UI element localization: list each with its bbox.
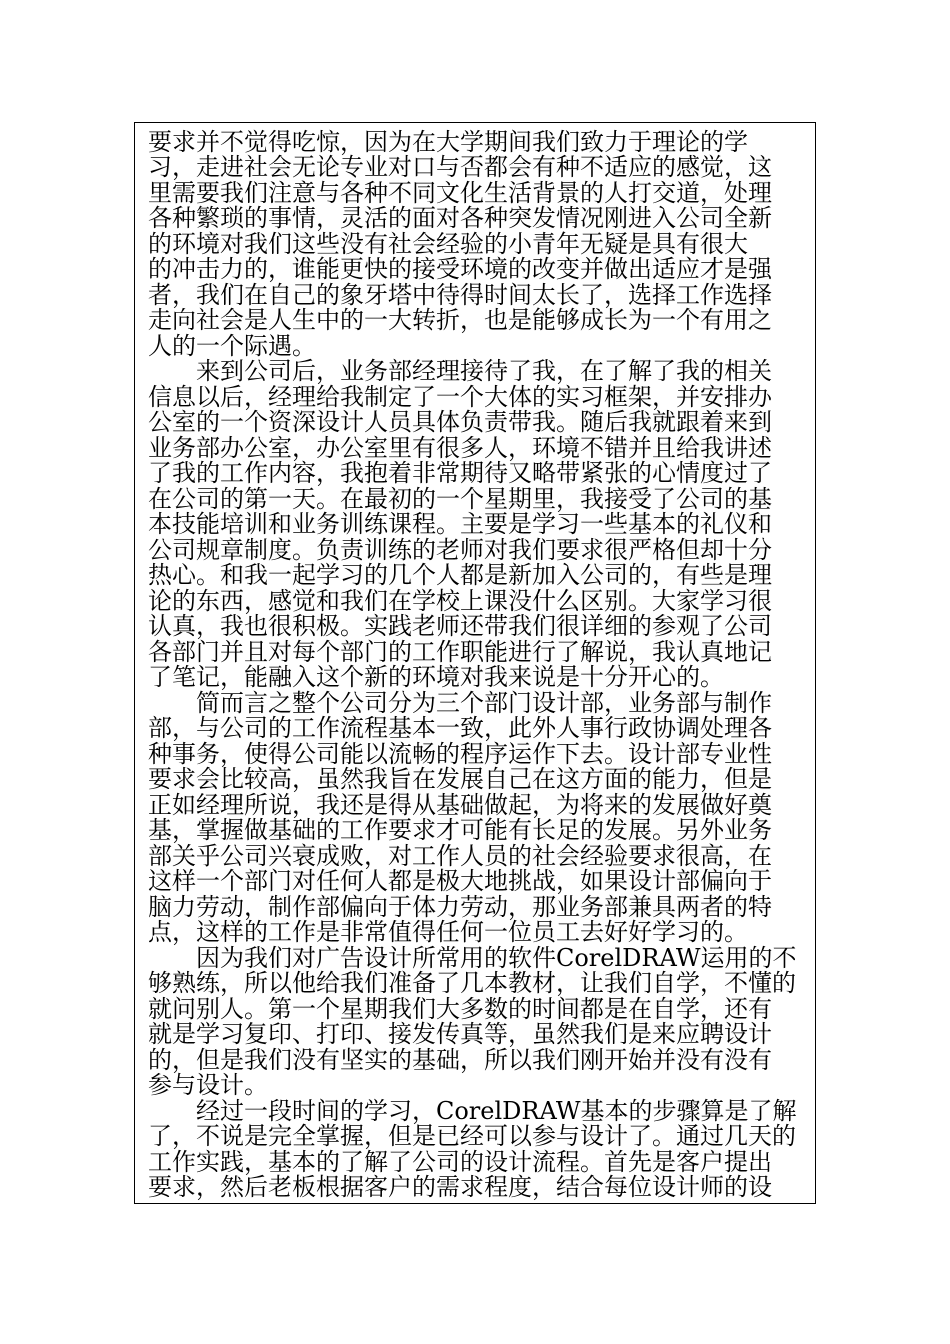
text-line: 种事务，使得公司能以流畅的程序运作下去。设计部专业性: [148, 740, 772, 768]
text-line: 的，但是我们没有坚实的基础，所以我们刚开始并没有没有: [148, 1046, 772, 1074]
text-line: 正如经理所说，我还是得从基础做起，为将来的发展做好奠: [148, 791, 772, 819]
text-line: 人的一个际遇。: [148, 332, 316, 360]
text-line: 各部门并且对每个部门的工作职能进行了解说，我认真地记: [148, 638, 772, 666]
text-line: 部，与公司的工作流程基本一致，此外人事行政协调处理各: [148, 714, 772, 742]
text-line: 习，走进社会无论专业对口与否都会有种不适应的感觉，这: [148, 153, 772, 181]
text-line: 走向社会是人生中的一大转折，也是能够成长为一个有用之: [148, 306, 772, 334]
text-line: 者，我们在自己的象牙塔中待得时间太长了，选择工作选择: [148, 281, 772, 309]
text-line: 信息以后，经理给我制定了一个大体的实习框架，并安排办: [148, 383, 772, 411]
text-line: 了我的工作内容，我抱着非常期待又略带紧张的心情度过了: [148, 459, 772, 487]
text-line: 的冲击力的，谁能更快的接受环境的改变并做出适应才是强: [148, 255, 772, 283]
text-line: 脑力劳动，制作部偏向于体力劳动，那业务部兼具两者的特: [148, 893, 772, 921]
text-line: 简而言之整个公司分为三个部门设计部，业务部与制作: [148, 689, 772, 717]
text-line: 基，掌握做基础的工作要求才可能有长足的发展。另外业务: [148, 816, 772, 844]
text-line: 就是学习复印、打印、接发传真等，虽然我们是来应聘设计: [148, 1020, 772, 1048]
text-line: 热心。和我一起学习的几个人都是新加入公司的，有些是理: [148, 561, 772, 589]
text-line: 各种繁琐的事情，灵活的面对各种突发情况刚进入公司全新: [148, 204, 772, 232]
text-line: 公室的一个资深设计人员具体负责带我。随后我就跟着来到: [148, 408, 772, 436]
text-line: 要求，然后老板根据客户的需求程度，结合每位设计师的设: [148, 1173, 772, 1201]
text-line: 够熟练，所以他给我们准备了几本教材，让我们自学，不懂的: [148, 969, 796, 997]
text-line: 认真，我也很积极。实践老师还带我们很详细的参观了公司: [148, 612, 772, 640]
text-line: 了，不说是完全掌握，但是已经可以参与设计了。通过几天的: [148, 1122, 796, 1150]
text-line: 就问别人。第一个星期我们大多数的时间都是在自学，还有: [148, 995, 772, 1023]
text-line: 的环境对我们这些没有社会经验的小青年无疑是具有很大: [148, 230, 748, 258]
text-line: 业务部办公室，办公室里有很多人，环境不错并且给我讲述: [148, 434, 772, 462]
text-line: 本技能培训和业务训练课程。主要是学习一些基本的礼仪和: [148, 510, 772, 538]
text-line: 了笔记，能融入这个新的环境对我来说是十分开心的。: [148, 663, 724, 691]
text-line: 来到公司后，业务部经理接待了我，在了解了我的相关: [148, 357, 772, 385]
text-line: 参与设计。: [148, 1071, 268, 1099]
text-line: 里需要我们注意与各种不同文化生活背景的人打交道，处理: [148, 179, 772, 207]
text-line: 要求会比较高，虽然我旨在发展自己在这方面的能力，但是: [148, 765, 772, 793]
text-line: 论的东西，感觉和我们在学校上课没什么区别。大家学习很: [148, 587, 772, 615]
text-line: 因为我们对广告设计所常用的软件CorelDRAW运用的不: [148, 944, 797, 972]
text-line: 经过一段时间的学习，CorelDRAW基本的步骤算是了解: [148, 1097, 797, 1125]
text-line: 在公司的第一天。在最初的一个星期里，我接受了公司的基: [148, 485, 772, 513]
text-line: 工作实践，基本的了解了公司的设计流程。首先是客户提出: [148, 1148, 772, 1176]
text-line: 部关乎公司兴衰成败，对工作人员的社会经验要求很高，在: [148, 842, 772, 870]
text-line: 点，这样的工作是非常值得任何一位员工去好好学习的。: [148, 918, 748, 946]
text-line: 这样一个部门对任何人都是极大地挑战，如果设计部偏向于: [148, 867, 772, 895]
text-line: 公司规章制度。负责训练的老师对我们要求很严格但却十分: [148, 536, 772, 564]
text-line: 要求并不觉得吃惊，因为在大学期间我们致力于理论的学: [148, 128, 748, 156]
